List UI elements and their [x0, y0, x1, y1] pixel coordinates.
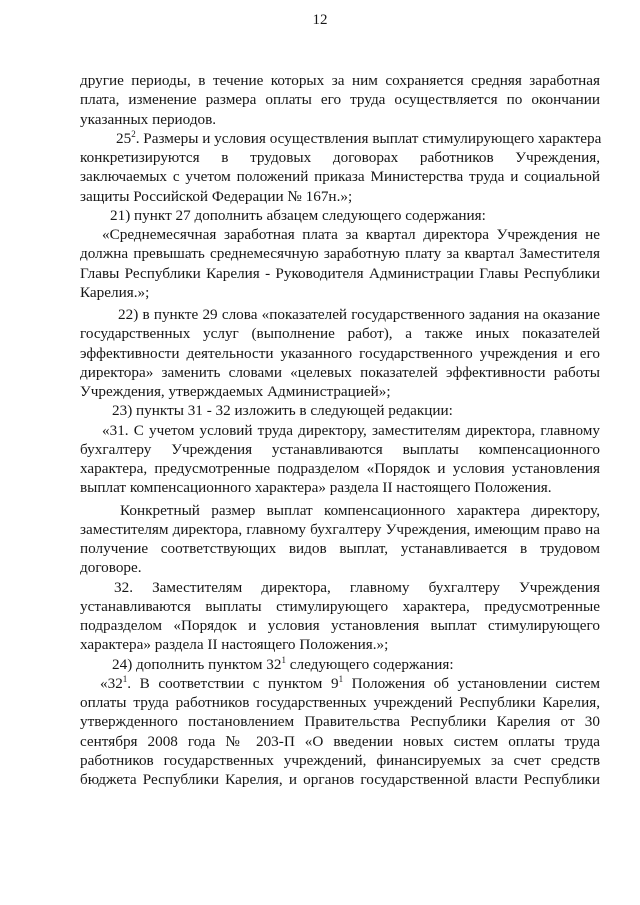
text-line: получение соответствующих видов выплат, устанавливается в трудовом — [80, 540, 600, 557]
superscript: 1 — [281, 654, 286, 665]
text-fragment: . Размеры и условия осуществления выплат стимулирующего характера — [135, 129, 602, 147]
text-line: эффективности деятельности указанного государственного учреждения и его — [80, 344, 600, 362]
text-line: «Среднемесячная заработная плата за квартал директора Учреждения не — [102, 226, 600, 243]
text-line: другие периоды, в течение которых за ним сохраняется средняя заработная — [80, 72, 600, 89]
text-line: государственных услуг (выполнение работ), а также иных показателей — [80, 325, 600, 343]
paragraph-24-line — [80, 655, 600, 674]
paragraph-32-1-line — [80, 674, 600, 693]
text-fragment: Положения об установлении систем — [343, 674, 600, 692]
text-line: работников государственных учреждений, финансируемых за счет средств — [80, 751, 600, 769]
text-line: бюджета Республики Карелия, и органов государственной власти Республики — [80, 771, 600, 788]
text-line: характера, предусмотренные подразделом «Порядок и условия установления — [80, 460, 600, 477]
text-line: плата, изменение размера оплаты его труда осуществляется по окончании — [80, 91, 600, 109]
superscript: 2 — [131, 128, 136, 139]
text-line: характера» раздела II настоящего Положения.»; — [80, 636, 389, 654]
text-fragment: 24) дополнить пунктом 32 — [112, 655, 282, 673]
paragraph-number: «32 — [100, 674, 123, 692]
text-line: устанавливаются выплаты стимулирующего характера, предусмотренные — [80, 597, 600, 615]
page-number: 12 — [312, 12, 328, 28]
text-line: Конкретный размер выплат компенсационного характера директору, — [120, 501, 600, 519]
text-line: Главы Республики Карелия - Руководителя Администрации Главы Республики — [80, 264, 600, 282]
paragraph-number: 25 — [116, 129, 132, 147]
text-line: оплаты труда работников государственных учреждений Республики Карелия, — [80, 694, 600, 711]
text-line: Карелия.»; — [80, 283, 150, 301]
text-line: указанных периодов. — [80, 110, 217, 128]
text-line: договоре. — [80, 559, 142, 577]
superscript: 1 — [122, 673, 128, 684]
text-line: сентября 2008 года № 203-П «О введении новых систем оплаты труда — [80, 732, 600, 750]
text-line: должна превышать среднемесячную заработную плату за квартал Заместителя — [80, 245, 600, 263]
text-line: бухгалтеру Учреждения устанавливаются выплаты компенсационного — [80, 440, 600, 458]
text-line: утвержденного постановлением Правительства Республики Карелия от 30 — [80, 713, 600, 731]
text-line: заместителям директора, главному бухгалтеру Учреждения, имеющим право на — [80, 520, 600, 538]
text-line: 32. Заместителям директора, главному бухгалтеру Учреждения — [114, 578, 600, 596]
text-line: конкретизируются в трудовых договорах работников Учреждения, — [80, 149, 600, 166]
text-line: защиты Российской Федерации № 167н.»; — [80, 187, 353, 205]
text-line: 21) пункт 27 дополнить абзацем следующего содержания: — [110, 206, 486, 224]
text-line: 22) в пункте 29 слова «показателей государственного задания на оказание — [118, 306, 600, 323]
paragraph-25-2-line — [80, 129, 600, 148]
text-line: заключаемых с учетом положений приказа Министерства труда и социальной — [80, 168, 600, 186]
text-line: Учреждения, утверждаемых Администрацией»; — [80, 383, 391, 400]
document-body — [80, 71, 600, 789]
text-fragment: . В соответствии с пунктом 9 — [127, 674, 339, 692]
text-line: «31. С учетом условий труда директору, заместителям директора, главному — [102, 421, 600, 439]
superscript: 1 — [338, 673, 344, 684]
text-line: подразделом «Порядок и условия установления выплат стимулирующего — [80, 617, 600, 634]
text-fragment: следующего содержания: — [285, 655, 454, 673]
text-line: директора» заменить словами «целевых показателей эффективности работы — [80, 363, 600, 381]
text-line: 23) пункты 31 - 32 изложить в следующей редакции: — [112, 402, 453, 420]
text-line: выплат компенсационного характера» раздела II настоящего Положения. — [80, 479, 552, 497]
